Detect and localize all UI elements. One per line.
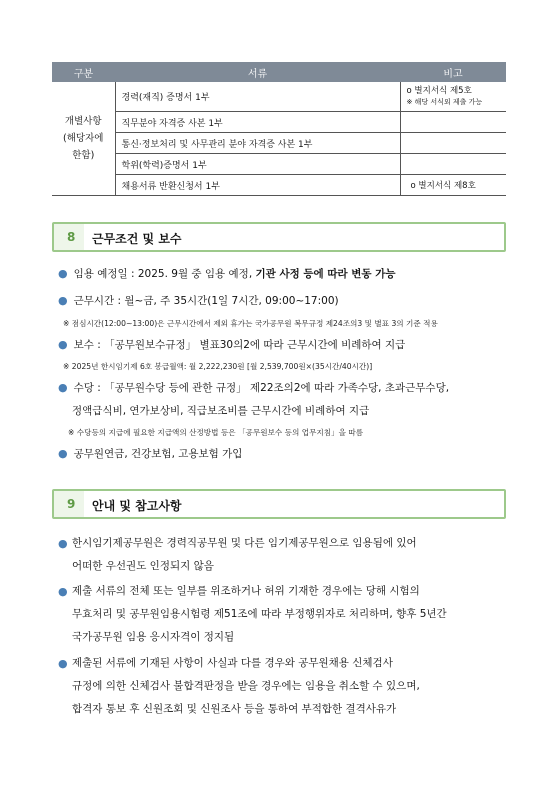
bullet-icon: ● (58, 381, 68, 394)
bullet-icon: ● (58, 267, 68, 280)
table-row (52, 82, 506, 112)
paragraph-line: 제출된 서류에 기재된 사항이 사실과 다를 경우와 공무원채용 신체검사 (72, 657, 393, 669)
bullet-allowance (58, 380, 449, 395)
table-header-row (52, 62, 506, 82)
note-cell (400, 154, 506, 175)
paragraph-forgery (72, 580, 447, 649)
note-cell (400, 133, 506, 154)
bullet-working-hours (58, 293, 339, 308)
section-8-header (52, 222, 506, 252)
header-documents: 서류 (115, 62, 400, 82)
bullet-insurance (58, 446, 242, 461)
table-row (52, 154, 506, 175)
bullet-appointment-date (58, 266, 396, 281)
note-salary: ※ 2025년 한시임기제 6호 봉급월액: 월 2,222,230원 [월 2,539,700원×(35시간/40시간)] (63, 362, 373, 371)
bullet-allowance-cont: 정액급식비, 연가보상비, 직급보조비를 근무시간에 비례하여 지급 (72, 405, 370, 417)
paragraph-line: 규정에 의한 신체검사 불합격판정을 받을 경우에는 임용을 취소할 수 있으며, (72, 680, 420, 692)
paragraph-line: 제출 서류의 전체 또는 일부를 위조하거나 허위 기재한 경우에는 당해 시험의 (72, 585, 420, 597)
bullet-text: 임용 예정일 : 2025. 9월 중 임용 예정, (73, 268, 256, 280)
paragraph-line: 국가공무원 임용 응시자격이 정지됨 (72, 631, 235, 643)
paragraph-line: 무효처리 및 공무원임용시험령 제51조에 따라 부정행위자로 처리하며, 향후 5년간 (72, 608, 447, 620)
doc-cell: 직무분야 자격증 사본 1부 (115, 112, 400, 133)
bullet-text: 공무원연금, 건강보험, 고용보험 가입 (73, 448, 243, 460)
section-title: 안내 및 참고사항 (92, 499, 182, 513)
note-cell: o 별지서식 제8호 (400, 175, 506, 196)
header-notes: 비고 (400, 62, 506, 82)
doc-cell: 학위(학력)증명서 1부 (115, 154, 400, 175)
note-line: ※ 해당 서식외 제출 가능 (406, 97, 483, 106)
bullet-icon: ● (58, 537, 68, 550)
note-allowance: ※ 수당등의 지급에 필요한 지급액의 산정방법 등은 「공무원보수 등의 업무지침」을 따름 (68, 428, 364, 437)
bullet-icon: ● (58, 294, 68, 307)
bullet-icon: ● (58, 585, 68, 598)
note-cell (400, 82, 506, 112)
bullet-icon: ● (58, 338, 68, 351)
note-lunch: ※ 점심시간(12:00~13:00)은 근무시간에서 제외 휴가는 국가공무원 복무규정 제24조의3 및 별표 3의 기준 적용 (63, 319, 438, 328)
table-row (52, 133, 506, 154)
bullet-emphasis: 기관 사정 등에 따라 변동 가능 (255, 268, 396, 280)
table-row (52, 112, 506, 133)
paragraph-line: 어떠한 우선권도 인정되지 않음 (72, 560, 214, 572)
paragraph-inaccurate-docs (72, 652, 420, 721)
section-title: 근무조건 및 보수 (92, 232, 182, 246)
paragraph-priority (72, 532, 417, 578)
header-category: 구분 (52, 62, 115, 82)
documents-table (52, 62, 506, 196)
bullet-text: 보수 : 「공무원보수규정」 별표30의2에 따라 근무시간에 비례하여 지급 (73, 339, 406, 351)
note-line: o 별지서식 제5호 (406, 85, 472, 96)
table-row (52, 175, 506, 196)
note-cell (400, 112, 506, 133)
bullet-icon: ● (58, 447, 68, 460)
bullet-text: 수당 : 「공무원수당 등에 관한 규정」 제22조의2에 따라 가족수당, 초과근무수당, (73, 382, 450, 394)
section-number: 9 (67, 497, 76, 511)
doc-cell: 채용서류 반환신청서 1부 (115, 175, 400, 196)
bullet-text: 근무시간 : 월~금, 주 35시간(1일 7시간, 09:00~17:00) (73, 295, 339, 307)
paragraph-line: 한시임기제공무원은 경력직공무원 및 다른 임기제공무원으로 임용됨에 있어 (72, 537, 417, 549)
paragraph-line: 합격자 통보 후 신원조회 및 신원조사 등을 통하여 부적합한 결격사유가 (72, 703, 397, 715)
section-9-header (52, 489, 506, 519)
section-number: 8 (67, 230, 76, 244)
bullet-salary (58, 337, 405, 352)
doc-cell: 통신·정보처리 및 사무관리 분야 자격증 사본 1부 (115, 133, 400, 154)
category-cell: 개별사항 (해당자에 한함) (52, 82, 115, 196)
doc-cell: 경력(재직) 증명서 1부 (115, 82, 400, 112)
bullet-icon: ● (58, 657, 68, 670)
